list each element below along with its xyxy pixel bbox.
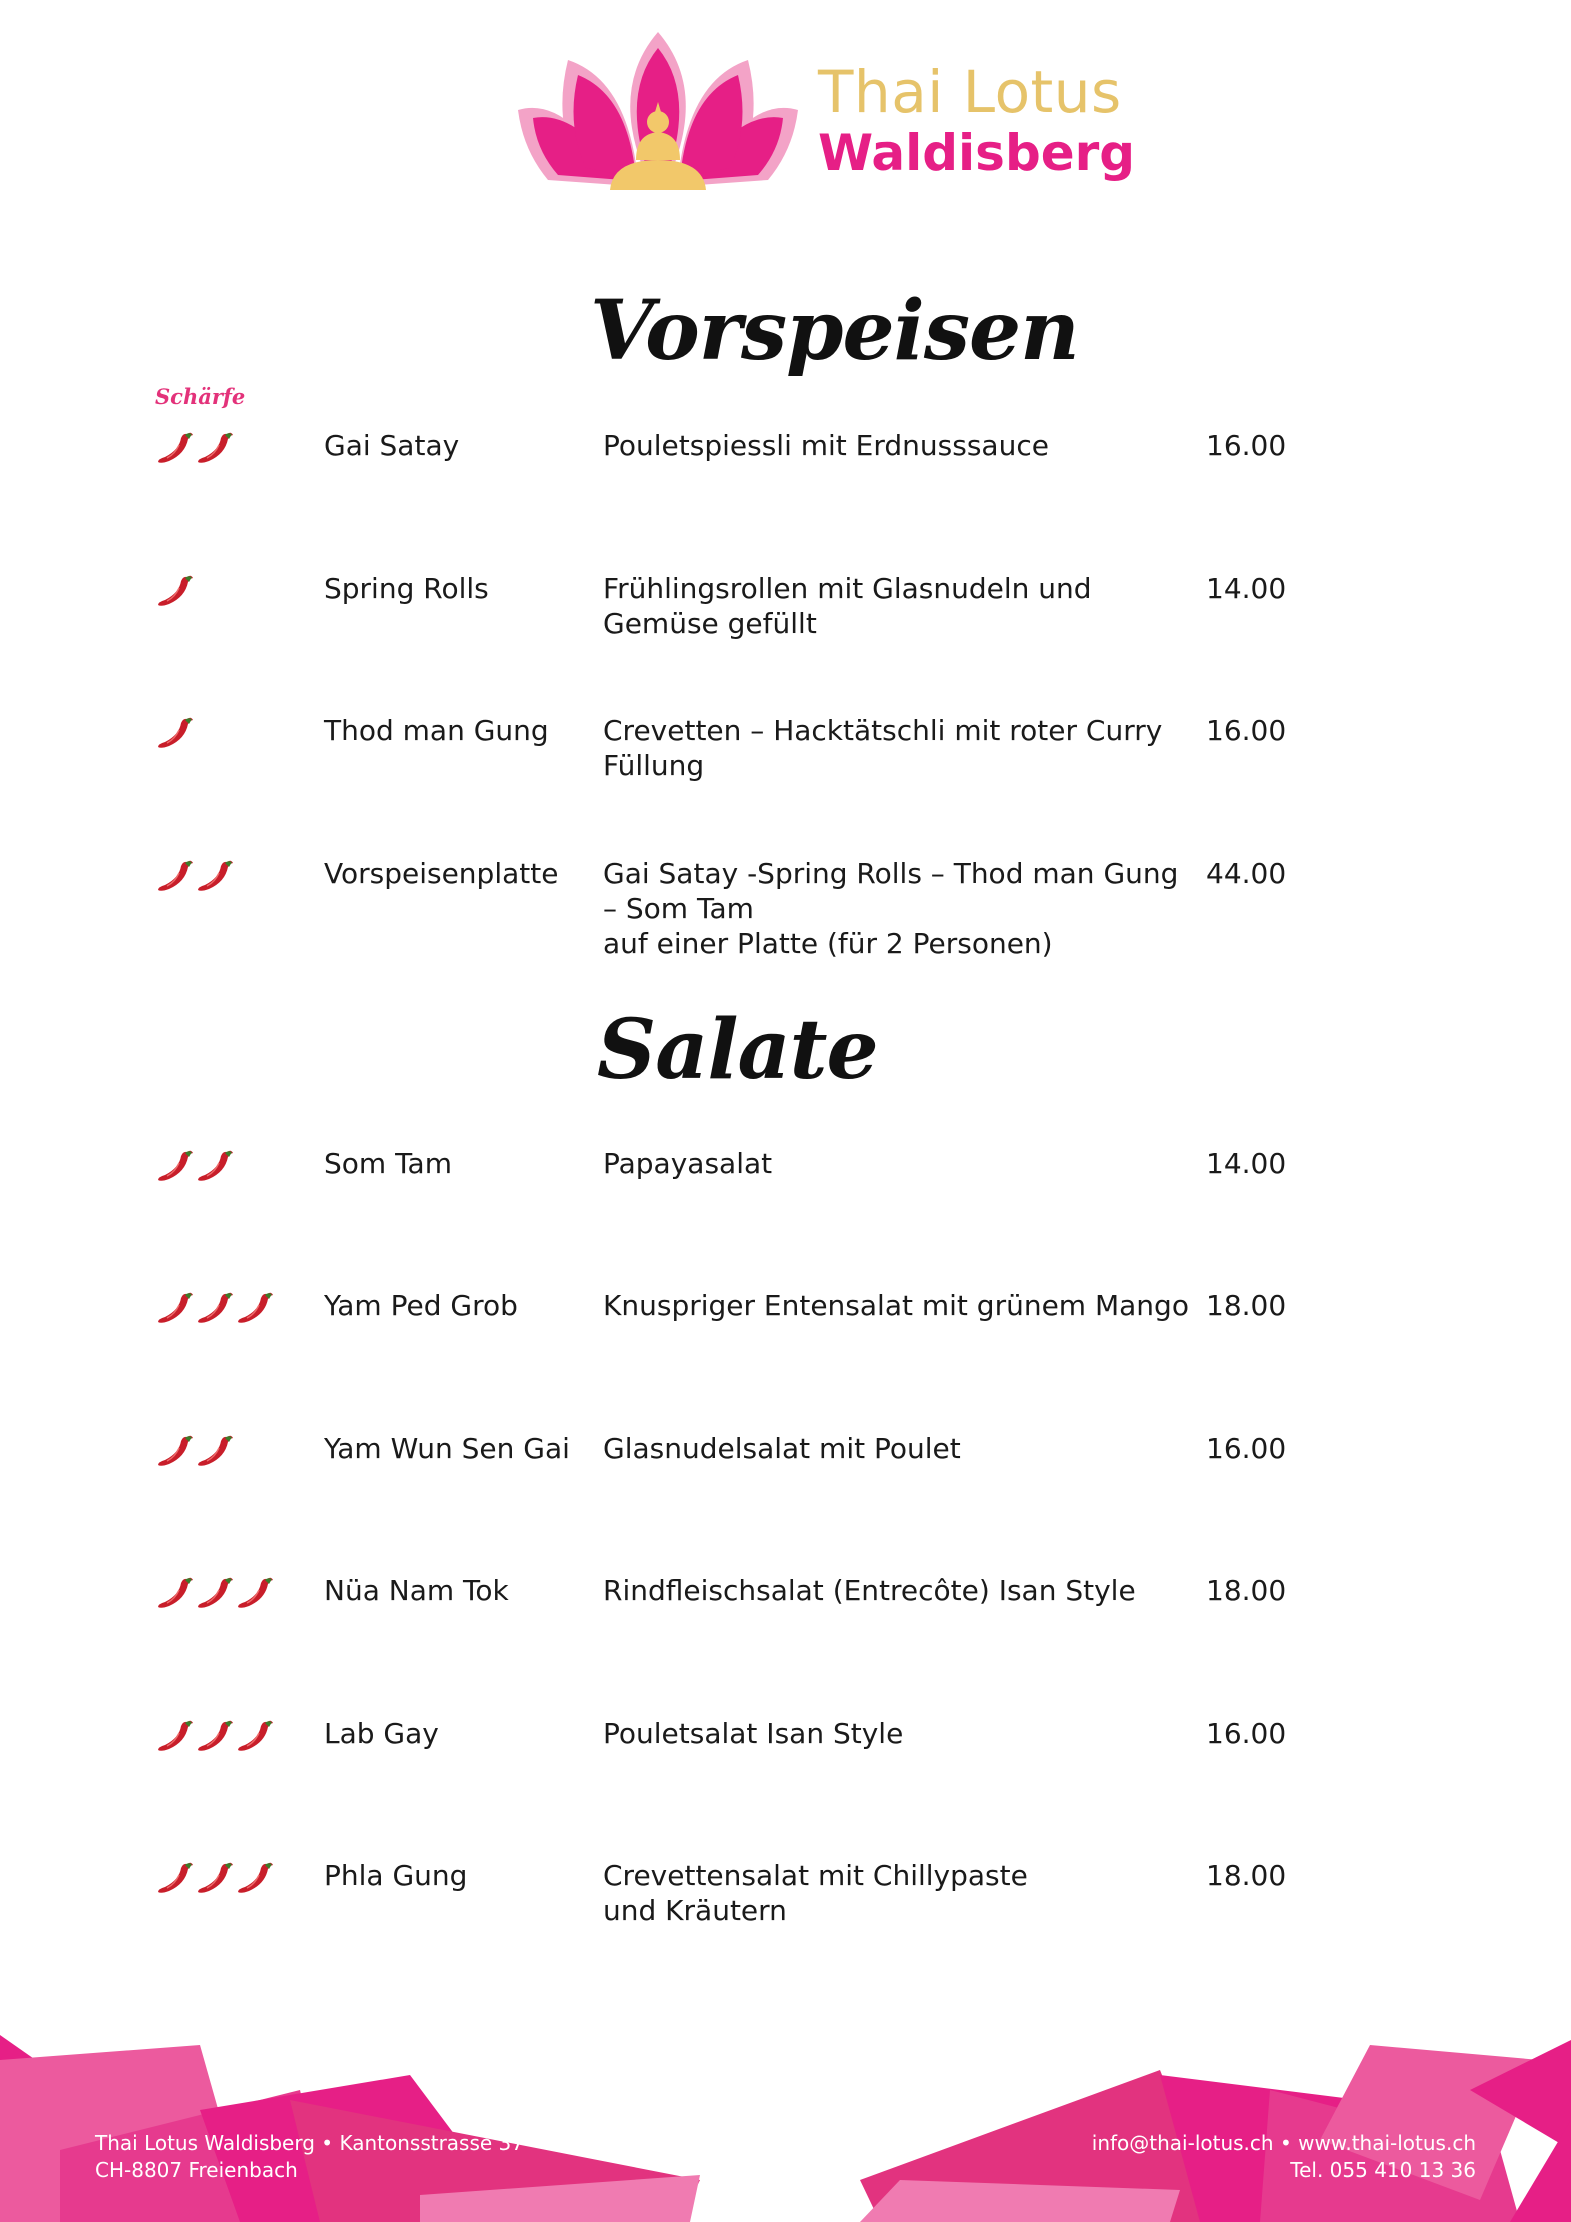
dish-price: 16.00: [1206, 714, 1287, 747]
spice-rating: [155, 1858, 275, 1898]
logo-location: Waldisberg: [818, 124, 1136, 182]
chili-pepper-icon: [155, 1716, 195, 1756]
chili-pepper-icon: [155, 571, 195, 611]
dish-description: Pouletsalat Isan Style: [603, 1717, 904, 1750]
chili-pepper-icon: [195, 1573, 235, 1613]
footer-phone[interactable]: Tel. 055 410 13 36: [1290, 2158, 1476, 2182]
lotus-buddha-icon: [508, 30, 808, 200]
spice-rating: [155, 571, 195, 611]
dish-description: Frühlingsrollen mit Glasnudeln und Gemüse gefüllt: [603, 572, 1092, 640]
dish-description: Gai Satay -Spring Rolls – Thod man Gung – Som Tam auf einer Platte (für 2 Personen): [603, 857, 1179, 960]
spice-rating: [155, 428, 235, 468]
dish-description: Rindfleischsalat (Entrecôte) Isan Style: [603, 1574, 1136, 1607]
dish-name: Yam Wun Sen Gai: [324, 1432, 570, 1465]
dish-price: 18.00: [1206, 1859, 1287, 1892]
dish-price: 44.00: [1206, 857, 1287, 890]
dish-price: 14.00: [1206, 1147, 1287, 1180]
chili-pepper-icon: [195, 1146, 235, 1186]
chili-pepper-icon: [235, 1288, 275, 1328]
dish-description: Glasnudelsalat mit Poulet: [603, 1432, 961, 1465]
chili-pepper-icon: [155, 428, 195, 468]
chili-pepper-icon: [155, 1146, 195, 1186]
dish-name: Lab Gay: [324, 1717, 439, 1750]
dish-description: Crevettensalat mit Chillypaste und Kräutern: [603, 1859, 1028, 1927]
footer-contact: [1092, 2130, 1476, 2184]
dish-description: Knuspriger Entensalat mit grünem Mango: [603, 1289, 1189, 1322]
footer-address: [95, 2130, 524, 2184]
chili-pepper-icon: [155, 1573, 195, 1613]
chili-pepper-icon: [235, 1716, 275, 1756]
spice-rating: [155, 713, 195, 753]
spice-rating: [155, 1716, 275, 1756]
dish-name: Gai Satay: [324, 429, 460, 462]
spice-rating: [155, 856, 235, 896]
chili-pepper-icon: [155, 713, 195, 753]
section-title-vorspeisen: Vorspeisen: [590, 283, 1079, 379]
chili-pepper-icon: [235, 1858, 275, 1898]
dish-name: Yam Ped Grob: [324, 1289, 518, 1322]
dish-description: Crevetten – Hacktätschli mit roter Curry Füllung: [603, 714, 1163, 782]
spice-level-label: Schärfe: [155, 384, 246, 409]
footer-address-city: CH-8807 Freienbach: [95, 2158, 298, 2182]
footer-banner: [0, 2000, 1571, 2222]
dish-name: Som Tam: [324, 1147, 452, 1180]
dish-description: Papayasalat: [603, 1147, 773, 1180]
chili-pepper-icon: [195, 1431, 235, 1471]
dish-price: 16.00: [1206, 1432, 1287, 1465]
chili-pepper-icon: [235, 1573, 275, 1613]
chili-pepper-icon: [195, 428, 235, 468]
chili-pepper-icon: [195, 1288, 235, 1328]
dish-name: Nüa Nam Tok: [324, 1574, 509, 1607]
dish-name: Thod man Gung: [324, 714, 549, 747]
dish-price: 16.00: [1206, 429, 1287, 462]
dish-price: 16.00: [1206, 1717, 1287, 1750]
chili-pepper-icon: [195, 1858, 235, 1898]
spice-rating: [155, 1431, 235, 1471]
logo-name: Thai Lotus: [818, 58, 1122, 126]
footer-decoration: [0, 2000, 1571, 2222]
dish-price: 18.00: [1206, 1574, 1287, 1607]
chili-pepper-icon: [155, 1431, 195, 1471]
dish-name: Phla Gung: [324, 1859, 468, 1892]
spice-rating: [155, 1288, 275, 1328]
chili-pepper-icon: [155, 856, 195, 896]
chili-pepper-icon: [155, 1858, 195, 1898]
chili-pepper-icon: [155, 1288, 195, 1328]
chili-pepper-icon: [195, 856, 235, 896]
chili-pepper-icon: [195, 1716, 235, 1756]
section-title-salate: Salate: [597, 1002, 878, 1098]
spice-rating: [155, 1146, 235, 1186]
footer-email-web[interactable]: info@thai-lotus.ch • www.thai-lotus.ch: [1091, 2131, 1476, 2155]
dish-name: Spring Rolls: [324, 572, 489, 605]
dish-description: Pouletspiessli mit Erdnusssauce: [603, 429, 1049, 462]
dish-price: 14.00: [1206, 572, 1287, 605]
spice-rating: [155, 1573, 275, 1613]
dish-price: 18.00: [1206, 1289, 1287, 1322]
footer-address-street: Thai Lotus Waldisberg • Kantonsstrasse 37: [95, 2131, 525, 2155]
dish-name: Vorspeisenplatte: [324, 857, 559, 890]
restaurant-logo: [508, 30, 1136, 200]
